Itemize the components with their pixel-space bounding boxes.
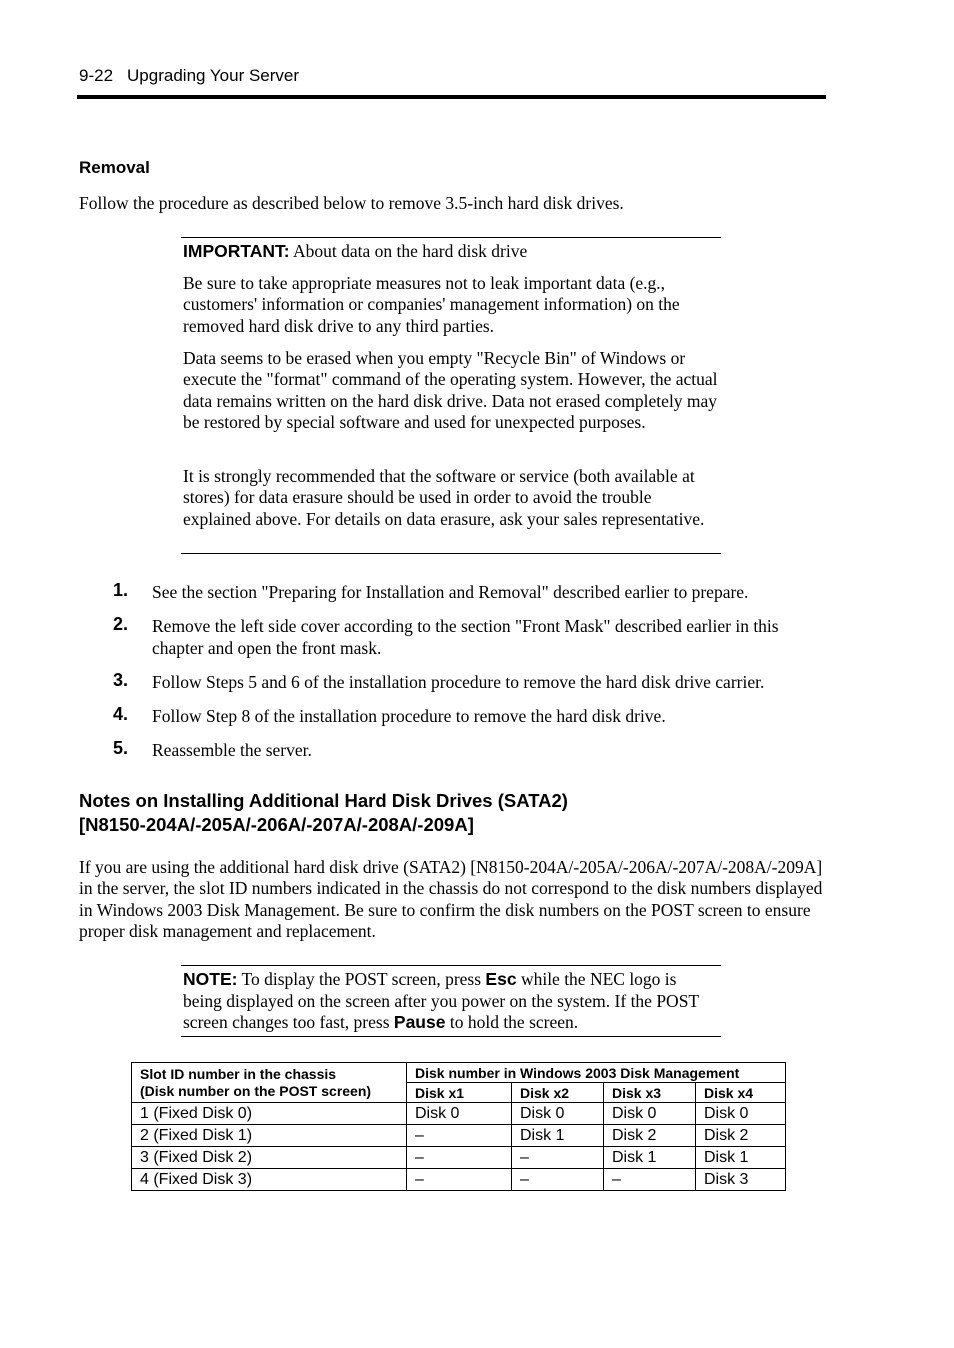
disk-x4-header: Disk x4 [696,1083,786,1103]
disk-management-header: Disk number in Windows 2003 Disk Management [407,1063,786,1083]
important-label: IMPORTANT: [183,241,290,261]
important-paragraph: Be sure to take appropriate measures not to leak important data (e.g., customers' information or companies' management information) on the removed hard disk drive to any third parties. [183,273,680,336]
table-cell: Disk 1 [512,1125,604,1147]
page-header [79,66,299,86]
step-number: 4. [113,704,129,724]
step-number: 3. [113,670,129,690]
important-title [183,241,527,262]
chapter-title: Upgrading Your Server [127,66,300,85]
disk-x2-header: Disk x2 [512,1083,604,1103]
step-text: Reassemble the server. [152,740,312,760]
step-text: See the section "Preparing for Installation and Removal" described earlier to prepare. [152,582,749,602]
pause-key: Pause [393,1012,446,1032]
slot-id-header [132,1063,407,1103]
step-text: Follow Steps 5 and 6 of the installation procedure to remove the hard disk drive carrier. [152,672,765,692]
table-cell: Disk 0 [696,1103,786,1125]
slot-header-line: Slot ID number in the chassis [140,1065,337,1082]
step-number: 1. [113,580,129,600]
notes-section-heading [79,789,568,837]
table-cell: – [407,1169,512,1191]
table-row [132,1169,786,1191]
table-cell: 2 (Fixed Disk 1) [132,1125,407,1147]
table-cell: – [407,1147,512,1169]
table-cell: 4 (Fixed Disk 3) [132,1169,407,1191]
table-cell: 1 (Fixed Disk 0) [132,1103,407,1125]
table-cell: Disk 2 [696,1125,786,1147]
page-number: 9-22 [79,66,114,85]
table-cell: – [512,1169,604,1191]
note-text-part: to hold the screen. [445,1012,579,1032]
step-number: 2. [113,614,129,634]
note-box [181,965,721,1037]
slot-header-line: (Disk number on the POST screen) [140,1082,372,1099]
note-text-part: To display the POST screen, press [237,969,486,989]
esc-key: Esc [485,969,517,989]
notes-heading-line: Notes on Installing Additional Hard Disk Drives (SATA2) [79,790,568,811]
notes-paragraph: If you are using the additional hard disk drive (SATA2) [N8150-204A/-205A/-206A/-207A/-208A/-209A] in the server, the slot ID numbers indicated in the chassis do not correspond to the disk numbers displayed in Windows 2003 Disk Management. Be sure to confirm the disk numbers on the POST screen to ensure proper disk management and replacement. [79,857,823,941]
disk-number-table [131,1062,786,1191]
note-label: NOTE: [183,969,238,989]
removal-heading: Removal [79,158,150,177]
table-cell: – [407,1125,512,1147]
note-text-part: while the NEC logo is being displayed on the screen after you power on the system. If the POST screen changes too fast, press [183,969,699,1032]
important-paragraph: It is strongly recommended that the software or service (both available at stores) for data erasure should be used in order to avoid the trouble explained above. For details on data erasure, ask your sales representative. [183,466,705,529]
note-text [183,969,719,1034]
disk-x3-header: Disk x3 [604,1083,696,1103]
step-number: 5. [113,738,129,758]
table-cell: Disk 0 [407,1103,512,1125]
table-cell: Disk 2 [604,1125,696,1147]
table-cell: Disk 1 [604,1147,696,1169]
table-header-row [132,1063,786,1083]
table-row [132,1125,786,1147]
important-title-text: About data on the hard disk drive [289,241,528,261]
header-rule [77,95,826,99]
table-row [132,1147,786,1169]
table-cell: Disk 0 [604,1103,696,1125]
step-text: Remove the left side cover according to the section "Front Mask" described earlier in this chapter and open the front mask. [152,616,779,658]
step-text: Follow Step 8 of the installation procedure to remove the hard disk drive. [152,706,666,726]
table-row [132,1103,786,1125]
disk-x1-header: Disk x1 [407,1083,512,1103]
notes-heading-line: [N8150-204A/-205A/-206A/-207A/-208A/-209A] [79,814,474,835]
table-cell: Disk 1 [696,1147,786,1169]
table-cell: Disk 0 [512,1103,604,1125]
table-cell: 3 (Fixed Disk 2) [132,1147,407,1169]
removal-intro: Follow the procedure as described below to remove 3.5-inch hard disk drives. [79,193,624,213]
table-cell: Disk 3 [696,1169,786,1191]
important-paragraph: Data seems to be erased when you empty "Recycle Bin" of Windows or execute the "format" command of the operating system. However, the actual data remains written on the hard disk drive. Data not erased completely may be restored by special software and used for unexpected purposes. [183,348,718,432]
table-cell: – [604,1169,696,1191]
table-cell: – [512,1147,604,1169]
